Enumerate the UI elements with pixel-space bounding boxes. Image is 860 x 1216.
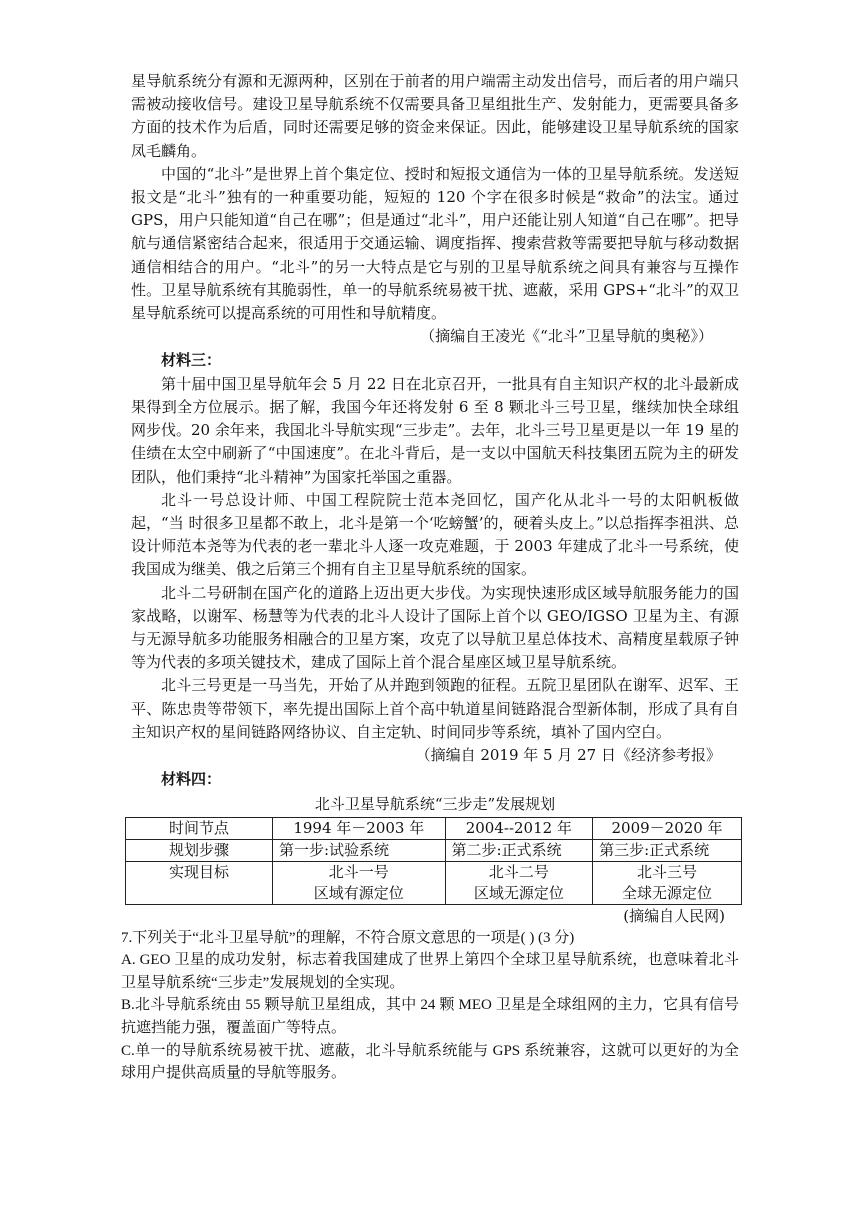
paragraph: 北斗一号总设计师、中国工程院院士范本尧回忆，国产化从北斗一号的太阳帆板做起，“当 时很多卫星都不敢上，北斗是第一个‘吃螃蟹’的，硬着头皮上。”以总指挥李祖洪、总设计师范本尧等为代表的老一辈北斗人逐一攻克难题，于 2003 年建成了北斗一号系统，使我国成为继美、俄之后第三个拥有自主卫星导航系统的国家。 [131,490,739,579]
paragraph: 北斗三号更是一马当先，开始了从并跑到领跑的征程。五院卫星团队在谢军、迟军、王平、陈忠贵等带领下，率先提出国际上首个高中轨道星间链路混合型新体制，形成了具有自主知识产权的星间链路网络协议、自主定轨、时间同步等系统，填补了国内空白。 [131,676,739,741]
table-caption: 北斗卫星导航系统“三步走”发展规划 [314,794,556,813]
source-citation: （摘编自王凌光《“北斗”卫星导航的奥秘》） [420,327,713,346]
question-stem: 7.下列关于“北斗卫星导航”的理解，不符合原文意思的一项是( ) (3 分) [121,929,575,946]
table-cell: 1994 年－2003 年 [273,817,446,839]
goal-desc: 区域无源定位 [473,883,564,902]
question-option: C.单一的导航系统易被干扰、遮蔽，北斗导航系统能与 GPS 系统兼容，这就可以更好的为全球用户提供高质量的导航等服务。 [121,1042,739,1082]
question-option: B.北斗导航系统由 55 颗导航卫星组成，其中 24 颗 MEO 卫星是全球组网的主力，它具有信号抗遮挡能力强，覆盖面广等特点。 [121,997,739,1037]
paragraph: 中国的“北斗”是世界上首个集定位、授时和短报文通信为一体的卫星导航系统。发送短报文是“北斗”独有的一种重要功能，短短的 120 个字在很多时候是“救命”的法宝。通过 GPS，用户只能知道“自己在哪”；但是通过“北斗”，用户还能让别人知道“自己在哪”。把导航与通信紧密结合起来，很适用于交通运输、调度指挥、搜索营救等需要把导航与移动数据通信相结合的用户。“北斗”的另一大特点是它与别的卫星导航系统之间具有兼容与互操作性。卫星导航系统有其脆弱性，单一的导航系统易被干扰、遮蔽，采用 GPS+“北斗”的双卫星导航系统可以提高系统的可用性和导航精度。 [131,164,739,323]
table-cell: 第三步:正式系统 [593,839,742,861]
table-row [126,861,742,904]
plan-table [125,817,742,905]
row-label: 规划步骤 [126,839,273,861]
table-cell: 2004--2012 年 [445,817,593,839]
goal-name: 北斗一号 [328,862,389,881]
table-cell [593,861,742,904]
table-row [126,839,742,861]
source-citation: (摘编自人民网) [623,906,725,925]
goal-name: 北斗三号 [637,862,698,881]
table-cell [445,861,593,904]
source-citation: （摘编自 2019 年 5 月 27 日《经济参考报》 [415,746,721,765]
paragraph: 北斗二号研制在国产化的道路上迈出更大步伐。为实现快速形成区域导航服务能力的国家战略，以谢军、杨慧等为代表的北斗人设计了国际上首个以 GEO/IGSO 卫星为主、有源与无源导航多功能服务相融合的卫星方案，攻克了以导航卫星总体技术、高精度星载原子钟等为代表的多项关键技术，建成了国际上首个混合星座区域卫星导航系统。 [131,583,739,672]
goal-name: 北斗二号 [488,862,549,881]
table-cell: 2009－2020 年 [593,817,742,839]
goal-desc: 全球无源定位 [622,883,713,902]
row-label: 实现目标 [126,861,273,904]
table-cell: 第二步:正式系统 [445,839,593,861]
table-row [126,817,742,839]
document-body [121,70,739,1085]
table-cell [273,861,446,904]
paragraph: 星导航系统分有源和无源两种，区别在于前者的用户端需主动发出信号，而后者的用户端只需被动接收信号。建设卫星导航系统不仅需要具备卫星组批生产、发射能力，更需要具备多方面的技术作为后盾，同时还需要足够的资金来保证。因此，能够建设卫星导航系统的国家凤毛麟角。 [131,72,739,160]
goal-desc: 区域有源定位 [313,883,404,902]
question-option: A. GEO 卫星的成功发射，标志着我国建成了世界上第四个全球卫星导航系统，也意味着北斗卫星导航系统“三步走”发展规划的全实现。 [121,952,739,991]
paragraph: 第十届中国卫星导航年会 5 月 22 日在北京召开，一批具有自主知识产权的北斗最新成果得到全方位展示。据了解，我国今年还将发射 6 至 8 颗北斗三号卫星，继续加快全球组网步伐。20 余年来，我国北斗导航实现“三步走”。去年，北斗三号卫星更是以一年 19 星的佳绩在太空中刷新了“中国速度”。在北斗背后，是一支以中国航天科技集团五院为主的研发团队，他们秉持“北斗精神”为国家托举国之重器。 [131,374,739,486]
section-heading: 材料三： [161,351,222,370]
row-label: 时间节点 [126,817,273,839]
table-cell: 第一步:试验系统 [273,839,446,861]
section-heading: 材料四： [161,770,222,789]
